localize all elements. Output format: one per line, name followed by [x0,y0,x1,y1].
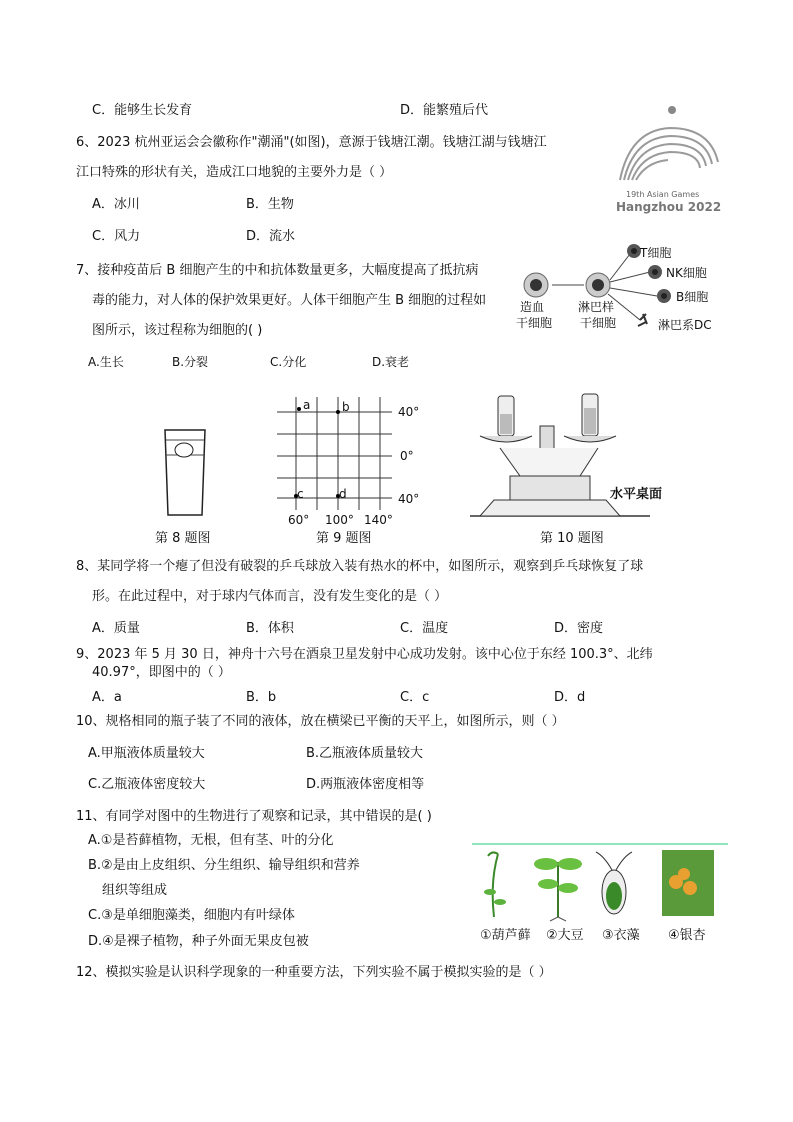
q9-option-b: B．b [246,690,277,705]
lat-top-label: 40° [398,405,420,419]
fig10-caption: 第 10 题图 [540,531,604,546]
point-d-label: d [339,487,347,501]
q10-option-a: A.甲瓶液体质量较大 [88,746,205,761]
t-cell-label: T细胞 [640,246,672,260]
q9-stem-line1: 9、2023 年 5 月 30 日，神舟十六号在酒泉卫星发射中心成功发射。该中心位于东经 100.3°、北纬 [76,647,653,662]
organism-caption-2: ②大豆 [546,928,584,943]
q8-stem-line2: 形。在此过程中，对于球内气体而言，没有发生变化的是（ ） [92,589,448,604]
q7-stem-line2: 毒的能力，对人体的保护效果更好。人体干细胞产生 B 细胞的过程如 [92,293,487,308]
lat-bot-label: 40° [398,492,420,506]
logo-line2: Hangzhou 2022 [616,200,722,214]
q8-option-b: B．体积 [246,621,294,636]
q7-option-d: D.衰老 [372,355,410,369]
nk-cell-label: NK细胞 [666,266,707,280]
lon-100-label: 100° [325,513,354,527]
q9-option-a: A．a [92,690,122,705]
q9-option-d: D．d [554,690,586,705]
q12-stem: 12、模拟实验是认识科学现象的一种重要方法，下列实验不属于模拟实验的是（ ） [76,965,552,980]
logo-line1: 19th Asian Games [626,190,700,199]
q9-option-c: C．c [400,690,430,705]
q7-option-a: A.生长 [88,355,124,369]
stem-cell-label-1: 造血 [520,300,545,314]
stem-cell-label-2: 干细胞 [516,316,553,330]
q10-option-c: C.乙瓶液体密度较大 [88,777,206,792]
q11-option-c: C.③是单细胞藻类，细胞内有叶绿体 [88,908,295,923]
q11-option-b-line2: 组织等组成 [102,883,168,898]
point-c-label: c [297,487,304,501]
q10-stem: 10、规格相同的瓶子装了不同的液体，放在横梁已平衡的天平上，如图所示，则（ ） [76,714,565,729]
q8-option-d: D．密度 [554,621,604,636]
q7-option-b: B.分裂 [172,355,209,369]
q10-option-b: B.乙瓶液体质量较大 [306,746,424,761]
q6-stem-line1: 6、2023 杭州亚运会会徽称作"潮涌"(如图)，意源于钱塘江潮。钱塘江湖与钱塘江 [76,135,547,150]
q8-option-a: A．质量 [92,621,140,636]
organism-caption-1: ①葫芦藓 [480,928,531,943]
q5-option-c: C．能够生长发育 [92,103,193,118]
q6-option-d: D．流水 [246,229,296,244]
b-cell-label: B细胞 [676,290,709,304]
lymph-cell-label-2: 干细胞 [580,316,617,330]
lat-mid-label: 0° [400,449,414,463]
q6-stem-line2: 江口特殊的形状有关，造成江口地貌的主要外力是（ ） [76,165,393,180]
q11-option-d: D.④是裸子植物，种子外面无果皮包被 [88,934,309,949]
organism-caption-4: ④银杏 [668,928,706,943]
lon-140-label: 140° [364,513,393,527]
fig9-caption: 第 9 题图 [316,531,372,546]
q7-stem-line3: 图所示，该过程称为细胞的( ) [92,323,263,338]
table-label: 水平桌面 [610,487,663,502]
q7-option-c: C.分化 [270,355,307,369]
q11-option-b-line1: B.②是由上皮组织、分生组织、输导组织和营养 [88,858,360,873]
q6-option-c: C．风力 [92,229,141,244]
q11-stem: 11、有同学对图中的生物进行了观察和记录，其中错误的是( ) [76,809,432,824]
fig8-caption: 第 8 题图 [155,531,211,546]
q6-option-b: B．生物 [246,197,294,212]
organism-caption-3: ③衣藻 [602,928,640,943]
q5-option-d: D．能繁殖后代 [400,103,489,118]
q7-stem-line1: 7、接种疫苗后 B 细胞产生的中和抗体数量更多，大幅度提高了抵抗病 [76,263,479,278]
q10-option-d: D.两瓶液体密度相等 [306,777,425,792]
q9-stem-line2: 40.97°，即图中的（ ） [92,665,231,680]
dc-label: 淋巴系DC [658,318,712,332]
point-b-label: b [342,400,350,414]
organisms-figure [472,842,732,922]
q6-option-a: A．冰川 [92,197,140,212]
lon-60-label: 60° [288,513,310,527]
cup-with-ball-figure [160,425,210,520]
lymph-cell-label-1: 淋巴样 [578,300,615,314]
q11-option-a: A.①是苔藓植物，无根，但有茎、叶的分化 [88,833,334,848]
q8-stem-line1: 8、某同学将一个瘪了但没有破裂的乒乓球放入装有热水的杯中，如图所示，观察到乒乓球恢复了球 [76,559,644,574]
q8-option-c: C．温度 [400,621,449,636]
point-a-label: a [303,398,311,412]
